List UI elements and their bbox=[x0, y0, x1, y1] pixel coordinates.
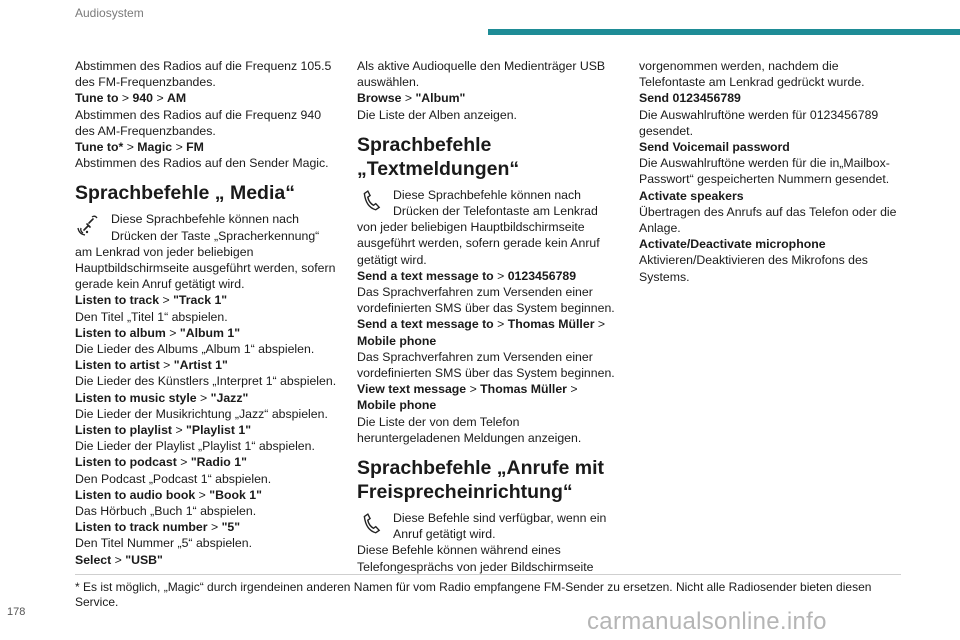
calls-commands-continued-list bbox=[639, 58, 901, 285]
command-separator: > bbox=[176, 455, 191, 470]
command-separator: > bbox=[207, 520, 222, 535]
command-keyword: "Album 1" bbox=[179, 325, 241, 340]
command-keyword: Tune to* bbox=[75, 140, 124, 155]
command-keyword: Mobile phone bbox=[357, 333, 437, 348]
command-keyword: View text message bbox=[357, 382, 467, 397]
command-separator: > bbox=[594, 317, 606, 332]
command-keyword: Listen to track number bbox=[75, 520, 208, 535]
command-keyword: Activate/Deactivate microphone bbox=[639, 237, 826, 252]
header-accent-bar bbox=[488, 29, 960, 35]
calls-note bbox=[357, 510, 619, 542]
voice-command bbox=[357, 268, 619, 284]
radio-commands-list bbox=[75, 58, 337, 171]
command-separator: > bbox=[165, 325, 180, 340]
command-keyword: AM bbox=[167, 91, 187, 106]
command-description: Die Liste der von dem Telefon heruntergeladenen Meldungen anzeigen. bbox=[357, 414, 582, 445]
section-title: Audiosystem bbox=[75, 6, 144, 20]
command-description: Die Lieder der Musikrichtung „Jazz“ abspielen. bbox=[75, 406, 328, 421]
command-keyword: Send Voicemail password bbox=[639, 140, 790, 155]
command-keyword: "Playlist 1" bbox=[186, 423, 252, 438]
command-description: Die Lieder des Künstlers „Interpret 1“ abspielen. bbox=[75, 374, 337, 389]
command-description: Den Podcast „Podcast 1“ abspielen. bbox=[75, 471, 272, 486]
command-keyword: Magic bbox=[137, 140, 173, 155]
voice-command bbox=[75, 325, 337, 341]
command-separator: > bbox=[566, 382, 578, 397]
command-keyword: Select bbox=[75, 552, 112, 567]
voice-command bbox=[75, 139, 337, 155]
command-keyword: Tune to bbox=[75, 91, 119, 106]
command-separator: > bbox=[123, 140, 138, 155]
calls-commands-list bbox=[357, 542, 619, 574]
command-keyword: Thomas Müller bbox=[480, 382, 567, 397]
voice-command bbox=[639, 90, 901, 106]
command-description: Die Auswahlruftöne werden für die in„Mailbox-Passwort“ gespeicherten Nummern gesendet. bbox=[639, 156, 890, 187]
voice-command bbox=[639, 188, 901, 204]
command-separator: > bbox=[195, 487, 210, 502]
media-note bbox=[75, 211, 337, 292]
command-keyword: Listen to audio book bbox=[75, 487, 196, 502]
command-description: vorgenommen werden, nachdem die Telefontaste am Lenkrad gedrückt wurde. bbox=[639, 59, 865, 90]
column-1 bbox=[75, 58, 337, 568]
command-keyword: Mobile phone bbox=[357, 398, 437, 413]
footnote: * Es ist möglich, „Magic“ durch irgendeinen anderen Namen für vom Radio empfangene FM-Sender zu ersetzen. Nicht alle Radiosender bieten diesen Service. bbox=[75, 580, 872, 609]
command-separator: > bbox=[493, 268, 508, 283]
command-separator: > bbox=[172, 423, 187, 438]
media-note-text: Diese Sprachbefehle können nach Drücken der Taste „Spracherkennung“ am Lenkrad von jeder beliebigen Hauptbildschirmseite ausgeführt werden, sofern gerade kein Anruf getätigt wird. bbox=[75, 212, 336, 292]
media-heading: Sprachbefehle „ Media“ bbox=[75, 182, 295, 205]
command-description: Abstimmen des Radios auf die Frequenz 940 des AM-Frequenzbandes. bbox=[75, 107, 322, 138]
command-keyword: "Artist 1" bbox=[173, 358, 228, 373]
command-description: Diese Befehle können während eines Telefongesprächs von jeder Bildschirmseite bbox=[357, 543, 594, 574]
voice-command bbox=[75, 90, 337, 106]
command-separator: > bbox=[172, 140, 187, 155]
command-description: Als aktive Audioquelle den Medienträger USB auswählen. bbox=[357, 59, 606, 90]
command-description: Das Hörbuch „Buch 1“ abspielen. bbox=[75, 504, 257, 519]
voice-command bbox=[75, 292, 337, 308]
voice-command bbox=[75, 390, 337, 406]
command-description: Abstimmen des Radios auf den Sender Magic. bbox=[75, 156, 329, 171]
command-description: Abstimmen des Radios auf die Frequenz 105.5 des FM-Frequenzbandes. bbox=[75, 59, 332, 90]
command-keyword: "Track 1" bbox=[173, 293, 228, 308]
voice-command bbox=[75, 487, 337, 503]
voice-recognition-icon bbox=[75, 211, 105, 241]
command-keyword: 940 bbox=[132, 91, 154, 106]
page-number: 178 bbox=[7, 606, 26, 618]
command-separator: > bbox=[196, 390, 211, 405]
watermark: carmanualsonline.info bbox=[587, 608, 827, 635]
calls-note-text: Diese Befehle sind verfügbar, wenn ein Anruf getätigt wird. bbox=[393, 511, 607, 542]
command-keyword: Send 0123456789 bbox=[639, 91, 741, 106]
column-3 bbox=[639, 58, 901, 285]
voice-command bbox=[357, 381, 619, 413]
voice-command bbox=[75, 422, 337, 438]
command-separator: > bbox=[159, 358, 174, 373]
command-description: Die Liste der Alben anzeigen. bbox=[357, 107, 517, 122]
command-keyword: "Radio 1" bbox=[190, 455, 247, 470]
command-description: Das Sprachverfahren zum Versenden einer vordefinierten SMS über das System beginnen. bbox=[357, 285, 615, 316]
calls-heading: Sprachbefehle „Anrufe mit Freisprecheinrichtung“ bbox=[357, 457, 605, 504]
column-2 bbox=[357, 58, 619, 575]
voice-command bbox=[357, 90, 619, 106]
command-keyword: "5" bbox=[221, 520, 241, 535]
voice-command bbox=[75, 357, 337, 373]
text-messages-heading: Sprachbefehle „Textmeldungen“ bbox=[357, 133, 520, 180]
command-keyword: Activate speakers bbox=[639, 188, 744, 203]
command-separator: > bbox=[466, 382, 481, 397]
text-messages-note-text: Diese Sprachbefehle können nach Drücken der Telefontaste am Lenkrad von jeder beliebigen Hauptbildschirmseite ausgeführt werden, sofern gerade kein Anruf getätigt wird. bbox=[357, 187, 600, 267]
command-description: Das Sprachverfahren zum Versenden einer vordefinierten SMS über das System beginnen. bbox=[357, 349, 615, 381]
text-messages-commands-list bbox=[357, 268, 619, 446]
command-separator: > bbox=[401, 91, 416, 106]
command-separator: > bbox=[118, 91, 133, 106]
usb-commands-list bbox=[357, 58, 619, 123]
command-keyword: Listen to playlist bbox=[75, 423, 173, 438]
command-description: Aktivieren/Deaktivieren des Mikrofons des Systems. bbox=[639, 253, 868, 284]
command-description: Den Titel Nummer „5“ abspielen. bbox=[75, 536, 253, 551]
command-description: Übertragen des Anrufs auf das Telefon oder die Anlage. bbox=[639, 204, 897, 236]
text-messages-note bbox=[357, 187, 619, 268]
command-description: Die Auswahlruftöne werden für 0123456789 gesendet. bbox=[639, 107, 879, 138]
command-keyword: Listen to music style bbox=[75, 390, 197, 405]
command-keyword: 0123456789 bbox=[507, 268, 577, 283]
phone-handset-icon bbox=[357, 187, 387, 217]
command-keyword: "USB" bbox=[125, 552, 163, 567]
command-keyword: Send a text message to bbox=[357, 317, 494, 332]
command-separator: > bbox=[153, 91, 168, 106]
command-keyword: Thomas Müller bbox=[507, 317, 595, 332]
voice-command bbox=[75, 454, 337, 470]
voice-command bbox=[75, 519, 337, 535]
voice-command bbox=[357, 316, 619, 348]
command-keyword: "Book 1" bbox=[209, 487, 262, 502]
command-keyword: "Jazz" bbox=[210, 390, 249, 405]
command-separator: > bbox=[111, 552, 126, 567]
command-keyword: Listen to artist bbox=[75, 358, 160, 373]
command-separator: > bbox=[159, 293, 174, 308]
command-keyword: Listen to album bbox=[75, 325, 166, 340]
command-keyword: Listen to track bbox=[75, 293, 160, 308]
command-keyword: Listen to podcast bbox=[75, 455, 177, 470]
command-keyword: Send a text message to bbox=[357, 268, 494, 283]
command-keyword: Browse bbox=[357, 91, 402, 106]
command-description: Den Titel „Titel 1“ abspielen. bbox=[75, 309, 228, 324]
voice-command bbox=[639, 236, 901, 252]
command-separator: > bbox=[493, 317, 508, 332]
voice-command bbox=[639, 139, 901, 155]
phone-handset-icon bbox=[357, 510, 387, 540]
command-description: Die Lieder der Playlist „Playlist 1“ abspielen. bbox=[75, 439, 315, 454]
media-commands-list bbox=[75, 292, 337, 567]
command-keyword: FM bbox=[186, 140, 204, 155]
footnote-divider bbox=[75, 574, 901, 575]
voice-command bbox=[75, 552, 337, 568]
command-description: Die Lieder des Albums „Album 1“ abspielen. bbox=[75, 342, 315, 357]
command-keyword: "Album" bbox=[415, 91, 466, 106]
